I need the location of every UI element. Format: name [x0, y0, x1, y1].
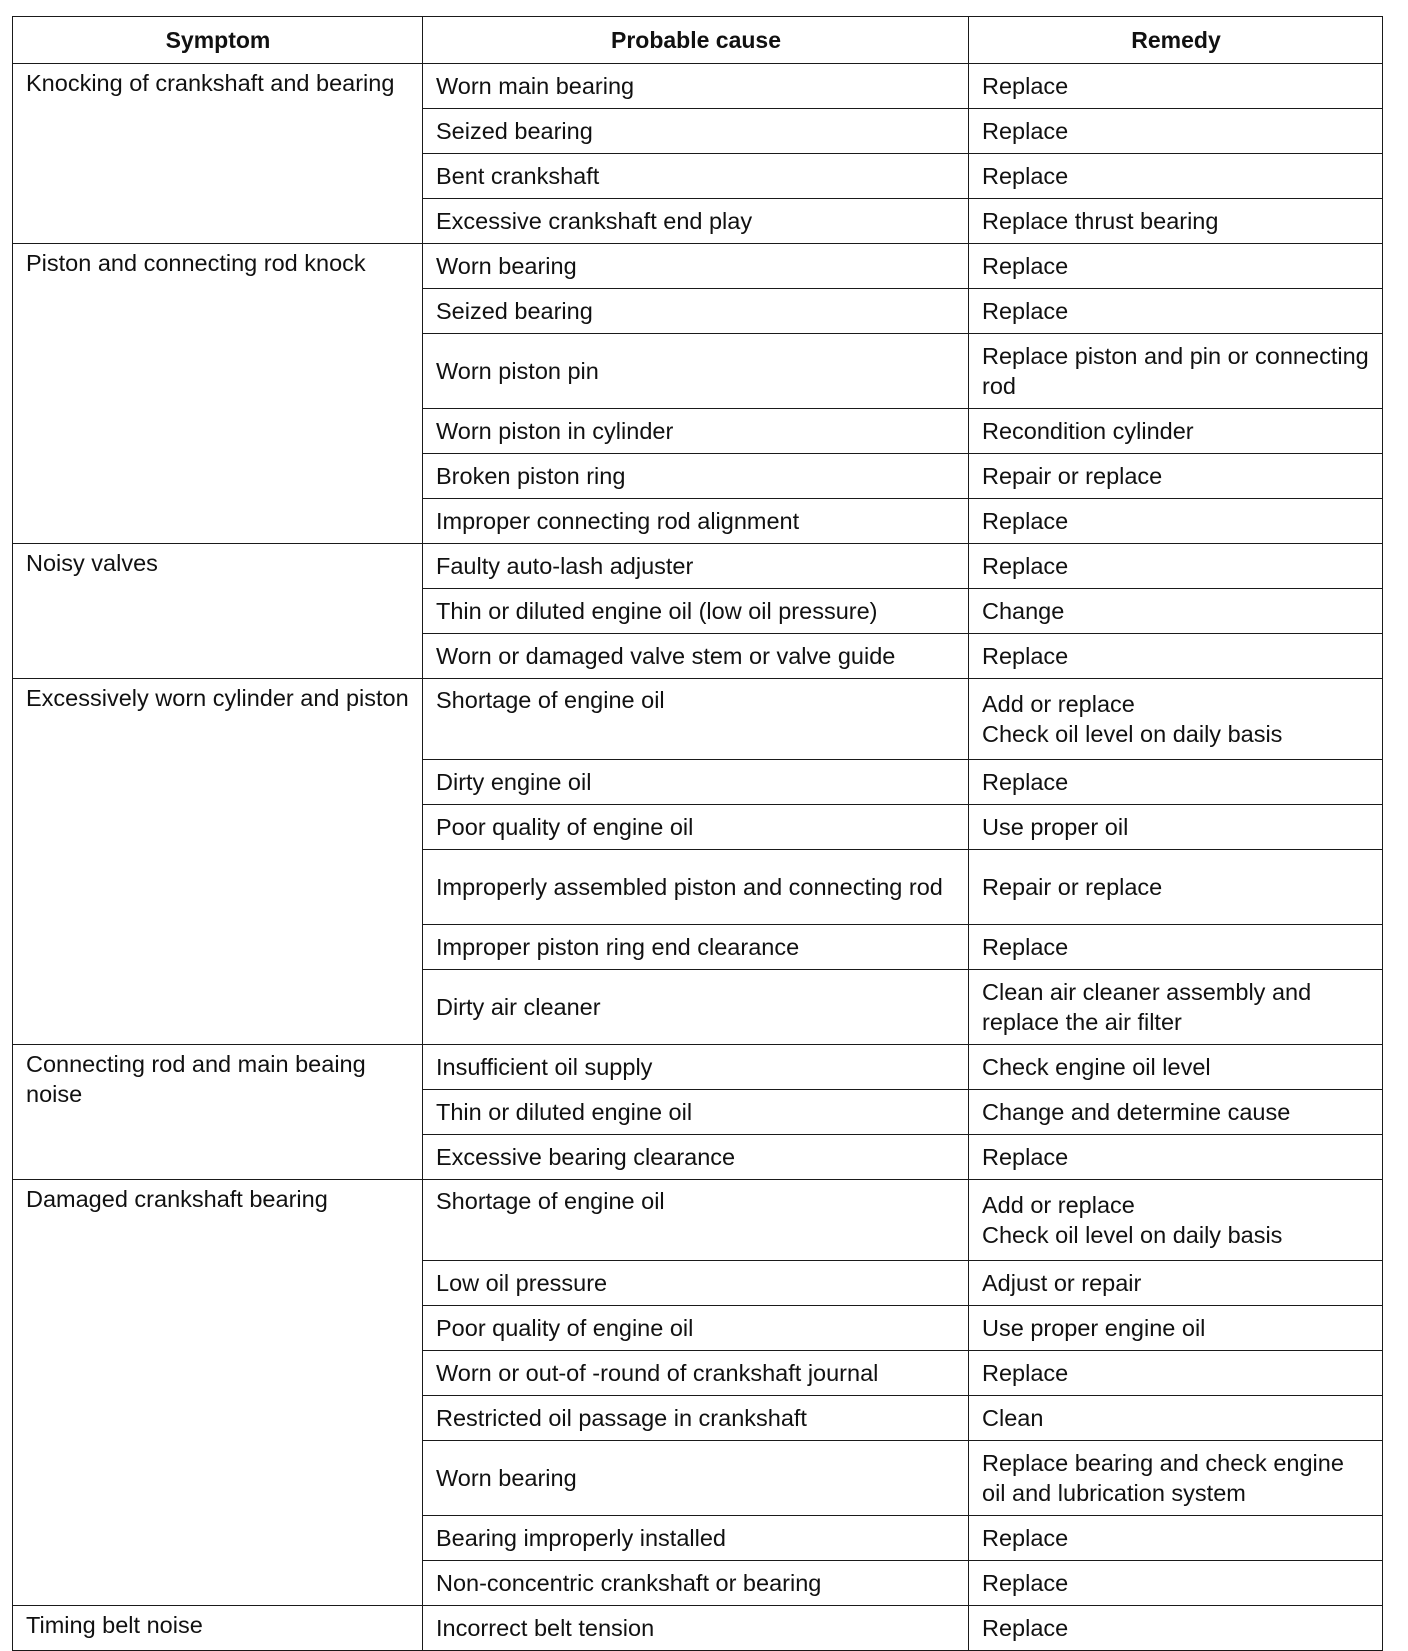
table-row — [13, 64, 1383, 109]
probable-cause-cell: Worn bearing — [423, 1441, 969, 1516]
remedy-text: Replace — [982, 643, 1069, 669]
remedy-cell — [969, 760, 1383, 805]
probable-cause-cell: Seized bearing — [423, 289, 969, 334]
remedy-cell — [969, 634, 1383, 679]
probable-cause-cell: Worn or out-of -round of crankshaft journal — [423, 1351, 969, 1396]
header-row — [13, 17, 1383, 64]
remedy-text: Replace — [982, 553, 1069, 579]
remedy-cell — [969, 970, 1383, 1045]
remedy-cell — [969, 1516, 1383, 1561]
probable-cause-cell: Insufficient oil supply — [423, 1045, 969, 1090]
probable-cause-cell: Improper piston ring end clearance — [423, 925, 969, 970]
remedy-text: Change and determine cause — [982, 1099, 1291, 1125]
remedy-text: Replace — [982, 73, 1069, 99]
remedy-text: Clean — [982, 1405, 1044, 1431]
probable-cause-cell: Seized bearing — [423, 109, 969, 154]
probable-cause-cell: Poor quality of engine oil — [423, 1306, 969, 1351]
remedy-cell — [969, 1180, 1383, 1261]
remedy-text: Replace — [982, 1360, 1069, 1386]
probable-cause-cell: Excessive bearing clearance — [423, 1135, 969, 1180]
remedy-cell — [969, 64, 1383, 109]
remedy-text: Replace piston and pin or connecting rod — [982, 343, 1369, 399]
remedy-text: Replace — [982, 934, 1069, 960]
remedy-text: Use proper engine oil — [982, 1315, 1206, 1341]
probable-cause-cell: Broken piston ring — [423, 454, 969, 499]
probable-cause-cell: Worn piston pin — [423, 334, 969, 409]
probable-cause-cell: Thin or diluted engine oil — [423, 1090, 969, 1135]
remedy-text: Repair or replace — [982, 874, 1163, 900]
remedy-text: Add or replace — [982, 691, 1135, 717]
remedy-cell — [969, 544, 1383, 589]
remedy-text: Clean air cleaner assembly and replace the air filter — [982, 979, 1312, 1035]
symptom-cell: Excessively worn cylinder and piston — [13, 679, 423, 1045]
probable-cause-cell: Excessive crankshaft end play — [423, 199, 969, 244]
probable-cause-cell: Worn main bearing — [423, 64, 969, 109]
symptom-cell: Piston and connecting rod knock — [13, 244, 423, 544]
probable-cause-cell: Low oil pressure — [423, 1261, 969, 1306]
remedy-text: Check oil level on daily basis — [982, 1222, 1283, 1248]
table-row — [13, 1180, 1383, 1261]
symptom-cell: Timing belt noise — [13, 1606, 423, 1651]
remedy-cell — [969, 199, 1383, 244]
probable-cause-cell: Restricted oil passage in crankshaft — [423, 1396, 969, 1441]
probable-cause-cell: Worn piston in cylinder — [423, 409, 969, 454]
table-row — [13, 679, 1383, 760]
probable-cause-cell: Worn bearing — [423, 244, 969, 289]
remedy-cell — [969, 589, 1383, 634]
header-probable-cause: Probable cause — [423, 17, 969, 64]
probable-cause-cell: Bent crankshaft — [423, 154, 969, 199]
remedy-text: Replace — [982, 1144, 1069, 1170]
remedy-text: Adjust or repair — [982, 1270, 1142, 1296]
table-row — [13, 544, 1383, 589]
probable-cause-cell: Improperly assembled piston and connecting rod — [423, 850, 969, 925]
table-body — [13, 64, 1383, 1651]
remedy-cell — [969, 679, 1383, 760]
probable-cause-cell: Bearing improperly installed — [423, 1516, 969, 1561]
probable-cause-cell: Incorrect belt tension — [423, 1606, 969, 1651]
remedy-cell — [969, 1351, 1383, 1396]
remedy-text: Check oil level on daily basis — [982, 721, 1283, 747]
remedy-text: Replace — [982, 253, 1069, 279]
remedy-text: Replace bearing and check engine oil and lubrication system — [982, 1450, 1344, 1506]
remedy-text: Change — [982, 598, 1065, 624]
remedy-cell — [969, 1606, 1383, 1651]
probable-cause-cell: Improper connecting rod alignment — [423, 499, 969, 544]
table-row — [13, 1045, 1383, 1090]
probable-cause-cell: Shortage of engine oil — [423, 1180, 969, 1261]
remedy-cell — [969, 499, 1383, 544]
table-row — [13, 244, 1383, 289]
remedy-text: Replace — [982, 1615, 1069, 1641]
remedy-text: Replace — [982, 769, 1069, 795]
remedy-text: Replace — [982, 508, 1069, 534]
remedy-cell — [969, 1261, 1383, 1306]
probable-cause-cell: Worn or damaged valve stem or valve guide — [423, 634, 969, 679]
remedy-cell — [969, 1135, 1383, 1180]
probable-cause-cell: Non-concentric crankshaft or bearing — [423, 1561, 969, 1606]
troubleshooting-table — [12, 16, 1383, 1651]
symptom-cell: Damaged crankshaft bearing — [13, 1180, 423, 1606]
probable-cause-cell: Thin or diluted engine oil (low oil pressure) — [423, 589, 969, 634]
remedy-text: Replace — [982, 163, 1069, 189]
remedy-text: Replace — [982, 298, 1069, 324]
remedy-text: Use proper oil — [982, 814, 1129, 840]
remedy-text: Replace — [982, 118, 1069, 144]
remedy-cell — [969, 454, 1383, 499]
remedy-cell — [969, 1396, 1383, 1441]
table-row — [13, 1606, 1383, 1651]
header-symptom: Symptom — [13, 17, 423, 64]
probable-cause-cell: Dirty engine oil — [423, 760, 969, 805]
remedy-text: Repair or replace — [982, 463, 1163, 489]
symptom-cell: Connecting rod and main beaing noise — [13, 1045, 423, 1180]
remedy-cell — [969, 1306, 1383, 1351]
remedy-cell — [969, 850, 1383, 925]
remedy-cell — [969, 109, 1383, 154]
remedy-cell — [969, 925, 1383, 970]
remedy-text: Add or replace — [982, 1192, 1135, 1218]
symptom-cell: Noisy valves — [13, 544, 423, 679]
remedy-cell — [969, 334, 1383, 409]
symptom-cell: Knocking of crankshaft and bearing — [13, 64, 423, 244]
remedy-text: Replace — [982, 1525, 1069, 1551]
remedy-cell — [969, 805, 1383, 850]
remedy-cell — [969, 1561, 1383, 1606]
remedy-cell — [969, 1090, 1383, 1135]
remedy-cell — [969, 1441, 1383, 1516]
remedy-cell — [969, 244, 1383, 289]
remedy-text: Recondition cylinder — [982, 418, 1194, 444]
probable-cause-cell: Dirty air cleaner — [423, 970, 969, 1045]
probable-cause-cell: Faulty auto-lash adjuster — [423, 544, 969, 589]
probable-cause-cell: Shortage of engine oil — [423, 679, 969, 760]
remedy-cell — [969, 1045, 1383, 1090]
remedy-cell — [969, 289, 1383, 334]
remedy-cell — [969, 154, 1383, 199]
remedy-text: Check engine oil level — [982, 1054, 1211, 1080]
probable-cause-cell: Poor quality of engine oil — [423, 805, 969, 850]
header-remedy: Remedy — [969, 17, 1383, 64]
remedy-text: Replace thrust bearing — [982, 208, 1219, 234]
remedy-text: Replace — [982, 1570, 1069, 1596]
remedy-cell — [969, 409, 1383, 454]
